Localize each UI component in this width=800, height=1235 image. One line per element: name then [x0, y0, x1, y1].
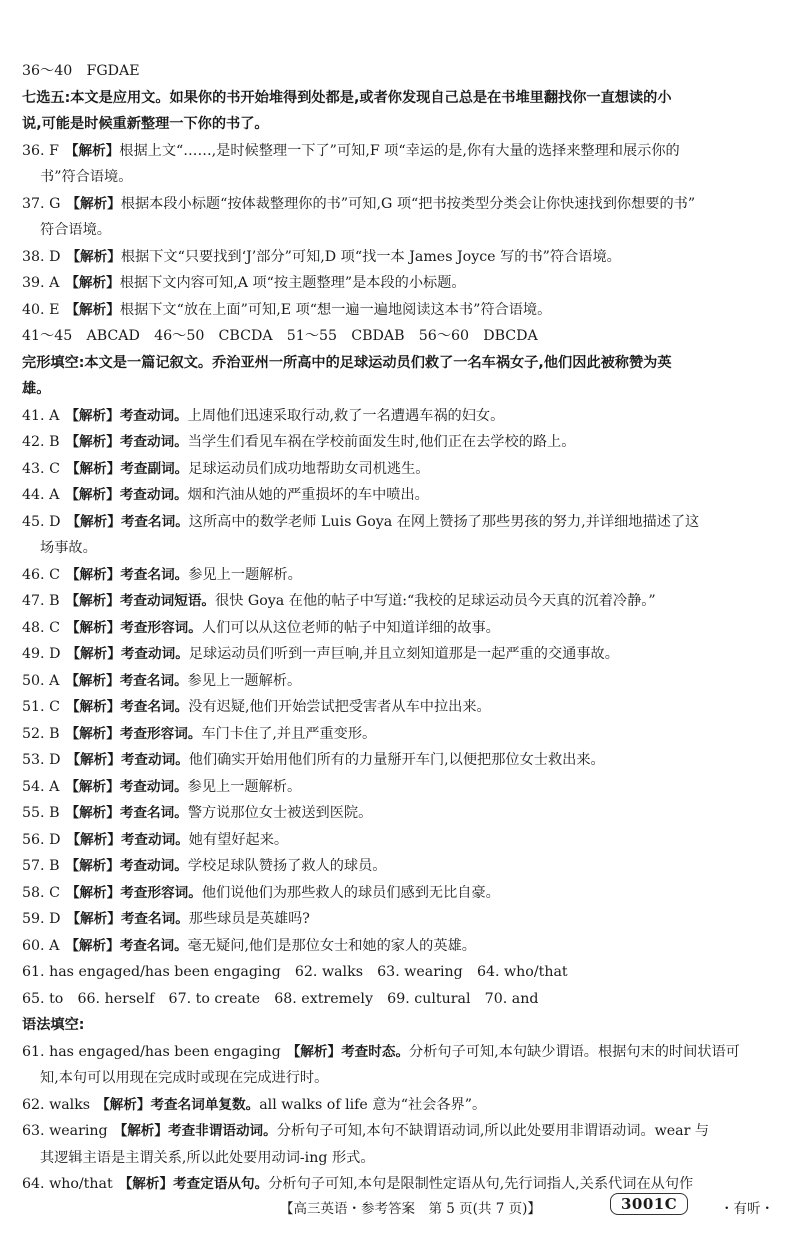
item-explanation: all walks of life 意为“社会各界”。: [259, 1096, 487, 1113]
answer-key-line: 65. to 66. herself 67. to create 68. extremely 69. cultural 70. and: [22, 990, 539, 1007]
analysis-tag: 【解析】考查名词。: [65, 566, 189, 583]
section-heading: 七选五:本文是应用文。如果你的书开始堆得到处都是,或者你发现自己总是在书堆里翻找你一直想读的小: [22, 89, 672, 106]
item-answer: 49. D: [22, 646, 61, 662]
answer-key-line: 61. has engaged/has been engaging 62. walks 63. wearing 64. who/that: [22, 964, 568, 980]
item-explanation: 参见上一题解析。: [187, 778, 302, 795]
section-heading: 语法填空:: [22, 1017, 85, 1033]
item-explanation: 这所高中的数学老师 Luis Goya 在网上赞扬了那些男孩的努力,并详细地描述了这: [188, 513, 700, 530]
item-answer: 59. D: [22, 911, 61, 927]
analysis-tag: 【解析】考查动词。: [65, 434, 188, 450]
item-answer: 36. F: [22, 142, 59, 159]
explanation-continuation: 书”符合语境。: [40, 169, 133, 185]
analysis-tag: 【解析】: [65, 301, 120, 318]
explanation-item: [22, 880, 778, 907]
item-explanation: 她有望好起来。: [188, 831, 289, 848]
analysis-tag: 【解析】: [66, 195, 121, 212]
analysis-tag: 【解析】: [64, 142, 120, 159]
item-answer: 47. B: [22, 593, 60, 609]
item-explanation: 当学生们看见车祸在学校前面发生时,他们正在去学校的路上。: [187, 434, 576, 450]
paper-code-badge: 3001C: [610, 1193, 688, 1215]
section-heading: 说,可能是时候重新整理一下你的书了。: [22, 116, 269, 132]
analysis-tag: 【解析】考查动词。: [65, 407, 188, 424]
item-explanation: 根据下文“放在上面”可知,E 项“想一遍一遍地阅读这本书”符合语境。: [119, 301, 552, 318]
answer-content: [22, 58, 778, 1198]
item-explanation: 他们说他们为那些救人的球员们感到无比自豪。: [201, 884, 500, 901]
item-answer: 41. A: [22, 407, 60, 424]
explanation-continuation: 知,本句可以用现在完成时或现在完成进行时。: [40, 1070, 329, 1086]
analysis-tag: 【解析】: [66, 248, 121, 265]
analysis-tag: 【解析】考查动词。: [66, 831, 189, 848]
item-explanation: 那些球员是英雄吗?: [188, 911, 310, 927]
answer-key-line: 41～45 ABCAD 46～50 CBCDA 51～55 CBDAB 56～60 DBCDA: [22, 328, 538, 344]
item-answer: 51. C: [22, 699, 60, 715]
item-answer: 57. B: [22, 858, 60, 874]
item-answer: 48. C: [22, 619, 60, 636]
item-explanation: 参见上一题解析。: [188, 566, 302, 583]
item-explanation: 根据下文“只要找到‘J’部分”可知,D 项“找一本 James Joyce 写的书”符合语境。: [120, 248, 621, 265]
explanation-item: [22, 403, 778, 430]
explanation-item: [22, 1092, 778, 1119]
item-explanation: 警方说那位女士被送到医院。: [187, 805, 373, 821]
item-explanation: 足球运动员们听到一声巨响,并且立刻知道那是一起严重的交通事故。: [188, 646, 619, 662]
item-explanation: 毫无疑问,他们是那位女士和她的家人的英雄。: [187, 937, 476, 954]
answer-key-line: 36～40 FGDAE: [22, 63, 140, 79]
page-footer: [0, 1193, 800, 1221]
analysis-tag: 【解析】考查名词。: [65, 672, 188, 689]
item-explanation: 人们可以从这位老师的帖子中知道详细的故事。: [201, 619, 500, 636]
explanation-item: [22, 270, 778, 297]
analysis-tag: 【解析】: [65, 275, 120, 291]
explanation-item: [22, 933, 778, 960]
analysis-tag: 【解析】考查定语从句。: [118, 1176, 269, 1192]
explanation-item: [22, 562, 778, 589]
item-explanation: 根据下文内容可知,A 项“按主题整理”是本段的小标题。: [119, 275, 466, 291]
analysis-tag: 【解析】考查副词。: [65, 460, 189, 477]
explanation-item: [22, 588, 778, 615]
explanation-item: [22, 615, 778, 642]
item-explanation: 足球运动员们成功地帮助女司机逃生。: [188, 460, 430, 477]
analysis-tag: 【解析】考查形容词。: [65, 725, 202, 742]
analysis-tag: 【解析】考查动词短语。: [65, 593, 216, 609]
analysis-tag: 【解析】考查动词。: [65, 858, 188, 874]
section-heading: 雄。: [22, 381, 51, 397]
item-answer: 52. B: [22, 725, 60, 742]
explanation-item: [22, 297, 778, 324]
analysis-tag: 【解析】考查名词。: [65, 699, 189, 715]
analysis-tag: 【解析】考查名词。: [66, 513, 189, 530]
analysis-tag: 【解析】考查动词。: [65, 487, 188, 503]
explanation-item: [22, 509, 778, 536]
item-explanation: 很快 Goya 在他的帖子中写道:“我校的足球运动员今天真的沉着冷静。”: [215, 593, 656, 609]
item-answer: 63. wearing: [22, 1123, 108, 1139]
item-answer: 39. A: [22, 275, 60, 291]
item-answer: 40. E: [22, 301, 60, 318]
item-answer: 53. D: [22, 752, 61, 768]
item-explanation: 参见上一题解析。: [187, 672, 302, 689]
item-answer: 37. G: [22, 195, 61, 212]
item-answer: 55. B: [22, 805, 60, 821]
explanation-item: [22, 853, 778, 880]
analysis-tag: 【解析】考查动词。: [66, 646, 189, 662]
item-explanation: 没有迟疑,他们开始尝试把受害者从车中拉出来。: [188, 699, 491, 715]
analysis-tag: 【解析】考查名词。: [65, 937, 188, 954]
item-explanation: 根据本段小标题“按体裁整理你的书”可知,G 项“把书按类型分类会让你快速找到你想要的书”: [120, 195, 696, 212]
item-answer: 58. C: [22, 884, 60, 901]
explanation-item: [22, 906, 778, 933]
analysis-tag: 【解析】考查形容词。: [65, 884, 202, 901]
explanation-item: [22, 721, 778, 748]
item-answer: 46. C: [22, 566, 60, 583]
item-explanation: 根据上文“……,是时候整理一下了”可知,F 项“幸运的是,你有大量的选择来整理和展示你的: [119, 142, 680, 159]
item-answer: 56. D: [22, 831, 61, 848]
item-explanation: 他们确实开始用他们所有的力量掰开车门,以便把那位女士救出来。: [188, 752, 605, 768]
explanation-item: [22, 774, 778, 801]
item-answer: 64. who/that: [22, 1176, 113, 1192]
explanation-continuation: 符合语境。: [40, 222, 111, 238]
explanation-item: [22, 244, 778, 271]
analysis-tag: 【解析】考查非谓语动词。: [113, 1123, 277, 1139]
explanation-continuation: 场事故。: [40, 540, 97, 556]
analysis-tag: 【解析】考查名词。: [66, 911, 189, 927]
item-answer: 62. walks: [22, 1096, 91, 1113]
explanation-item: [22, 138, 778, 165]
explanation-item: [22, 1118, 778, 1145]
footer-page-info: 【高三英语・参考答案 第 5 页(共 7 页)】: [280, 1201, 541, 1217]
item-answer: 38. D: [22, 248, 61, 265]
item-explanation: 学校足球队赞扬了救人的球员。: [187, 858, 387, 874]
explanation-item: [22, 456, 778, 483]
analysis-tag: 【解析】考查形容词。: [65, 619, 202, 636]
item-answer: 60. A: [22, 937, 60, 954]
explanation-item: [22, 641, 778, 668]
explanation-continuation: 其逻辑主语是主谓关系,所以此处要用动词-ing 形式。: [40, 1149, 375, 1166]
explanation-item: [22, 191, 778, 218]
explanation-item: [22, 800, 778, 827]
item-explanation: 车门卡住了,并且严重变形。: [201, 725, 377, 742]
item-answer: 61. has engaged/has been engaging: [22, 1043, 281, 1060]
item-answer: 50. A: [22, 672, 60, 689]
item-explanation: 上周他们迅速采取行动,救了一名遭遇车祸的妇女。: [187, 407, 505, 424]
item-explanation: 分析句子可知,本句缺少谓语。根据句末的时间状语可: [409, 1043, 740, 1060]
item-explanation: 分析句子可知,本句是限制性定语从句,先行词指人,关系代词在从句作: [268, 1176, 694, 1192]
explanation-item: [22, 482, 778, 509]
explanation-item: [22, 668, 778, 695]
item-answer: 44. A: [22, 487, 60, 503]
item-answer: 45. D: [22, 513, 61, 530]
item-answer: 43. C: [22, 460, 60, 477]
explanation-item: [22, 747, 778, 774]
brand-mark: ・有听・: [720, 1201, 774, 1217]
analysis-tag: 【解析】考查名词。: [65, 805, 188, 821]
section-heading: 完形填空:本文是一篇记叙文。乔治亚州一所高中的足球运动员们救了一名车祸女子,他们因此被称赞为英: [22, 354, 672, 371]
analysis-tag: 【解析】考查名词单复数。: [96, 1096, 260, 1113]
explanation-item: [22, 1039, 778, 1066]
explanation-item: [22, 694, 778, 721]
item-explanation: 分析句子可知,本句不缺谓语动词,所以此处要用非谓语动词。wear 与: [276, 1123, 710, 1139]
analysis-tag: 【解析】考查动词。: [65, 778, 188, 795]
analysis-tag: 【解析】考查时态。: [286, 1043, 410, 1060]
item-answer: 42. B: [22, 434, 60, 450]
explanation-item: [22, 429, 778, 456]
item-explanation: 烟和汽油从她的严重损坏的车中喷出。: [187, 487, 429, 503]
explanation-item: [22, 827, 778, 854]
item-answer: 54. A: [22, 778, 60, 795]
analysis-tag: 【解析】考查动词。: [66, 752, 189, 768]
